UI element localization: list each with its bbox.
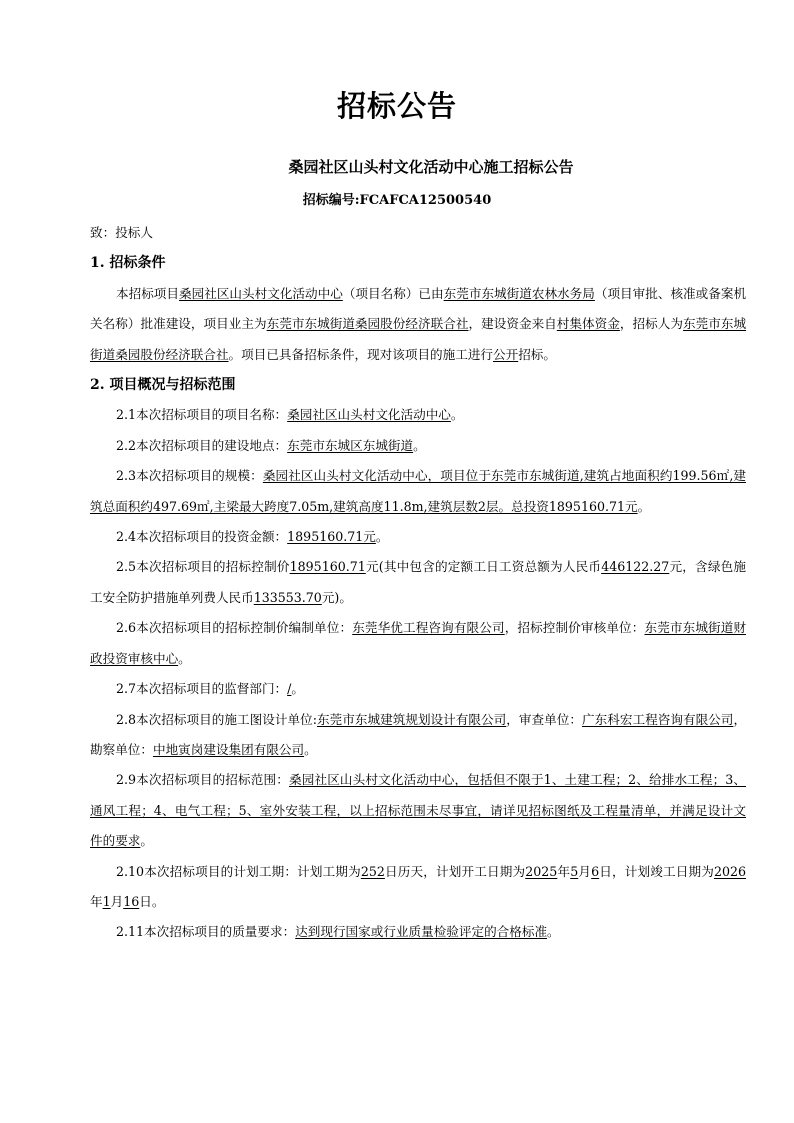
text-fragment: 元)。 xyxy=(321,589,352,605)
duration-days: 252 xyxy=(360,863,385,879)
end-day: 16 xyxy=(123,893,140,909)
tenderer: 东莞市东城街道桑园股份经济联合社 xyxy=(90,316,747,362)
project-owner: 东莞市东城街道桑园股份经济联合社 xyxy=(266,316,469,332)
bid-number: 招标编号:FCAFCA12500540 xyxy=(302,193,492,208)
text-fragment: 。 xyxy=(178,650,191,666)
text-fragment: ，招标人为 xyxy=(619,316,683,332)
text-fragment: （项目名称）已由 xyxy=(342,285,444,301)
section-heading-bid-conditions: 1. 招标条件 xyxy=(90,255,166,272)
item-2-8 xyxy=(90,705,746,766)
item-label: 2.5本次招标项目的招标控制价 xyxy=(116,559,290,575)
text-fragment: 。 xyxy=(140,833,153,849)
approval-authority: 东莞市东城街道农林水务局 xyxy=(443,285,595,301)
text-fragment: 年 xyxy=(557,863,571,879)
text-fragment: 元，含绿色施工安全防护措施单列费人民币 xyxy=(90,559,747,605)
item-2-11 xyxy=(90,917,746,947)
text-fragment: ，招标控制价审核单位： xyxy=(504,620,645,636)
item-2-10 xyxy=(90,857,746,918)
item-value: / xyxy=(287,681,292,697)
item-label: 2.1本次招标项目的项目名称： xyxy=(116,407,288,423)
section-heading-project-overview: 2. 项目概况与招标范围 xyxy=(90,377,236,394)
text-fragment: 月 xyxy=(578,863,592,879)
end-month: 1 xyxy=(102,893,111,909)
item-label: 2.8本次招标项目的施工图设计单位: xyxy=(116,711,317,727)
text-fragment: 。 xyxy=(637,498,651,514)
bid-method: 公开 xyxy=(493,346,519,362)
text-fragment: ，勘察单位： xyxy=(90,711,747,757)
item-label: 2.7本次招标项目的监督部门： xyxy=(116,681,288,697)
text-fragment: 招标。 xyxy=(518,346,556,362)
text-fragment: 。 xyxy=(304,741,317,757)
item-value: 广东科宏工程咨询有限公司 xyxy=(582,711,734,727)
text-fragment: 日。 xyxy=(139,893,165,909)
text-fragment: （项目审批、核准或备案机关名称）批准建设，项目业主为 xyxy=(90,285,747,332)
text-fragment: 。 xyxy=(547,924,560,940)
item-label: 2.3本次招标项目的规模： xyxy=(116,468,263,484)
text-fragment: 。 xyxy=(375,529,389,545)
item-2-5 xyxy=(90,552,746,613)
text-fragment: 元(其中包含的定额工日工资总额为人民币 xyxy=(365,559,602,575)
item-2-6 xyxy=(90,613,746,674)
start-year: 2025 xyxy=(525,863,558,879)
item-label: 2.4本次招标项目的投资金额： xyxy=(116,529,288,545)
item-value: 东莞市东城街道财政投资审核中心 xyxy=(90,620,747,666)
item-value: 东莞市东城区东城街道 xyxy=(287,437,414,453)
item-value: 桑园社区山头村文化活动中心，包括但不限于1、土建工程；2、给排水工程；3、通风工程；4、电气工程；5、室外安装工程，以上招标范围未尽事宜，请详见招标图纸及工程量清单，并满足设计文件的要求 xyxy=(90,772,746,849)
item-2-2 xyxy=(90,431,746,461)
text-fragment: 月 xyxy=(110,893,124,909)
text-fragment: 。 xyxy=(450,407,464,423)
item-value: 中地寅岗建设集团有限公司 xyxy=(152,741,305,757)
item-value: 桑园社区山头村文化活动中心，项目位于东莞市东城街道,建筑占地面积约199.56㎡,建筑总面积约497.69㎡,主梁最大跨度7.05m,建筑高度11.8m,建筑层数2层。总投资1895160.71元 xyxy=(90,468,747,514)
text-fragment: 日，计划竣工日期为 xyxy=(599,863,714,879)
wage-total: 446122.27 xyxy=(601,559,670,575)
item-value: 东莞华优工程咨询有限公司 xyxy=(352,620,505,636)
item-2-1 xyxy=(90,400,746,430)
item-2-9 xyxy=(90,765,746,856)
item-value: 达到现行国家或行业质量检验评定的合格标准 xyxy=(295,924,548,940)
text-fragment: 日历天，计划开工日期为 xyxy=(384,863,526,879)
item-label: 2.6本次招标项目的招标控制价编制单位： xyxy=(116,620,353,636)
page-title: 招标公告 xyxy=(336,89,457,123)
control-price: 1895160.71 xyxy=(289,559,366,575)
salutation: 致：投标人 xyxy=(90,225,153,240)
bid-conditions-paragraph xyxy=(90,279,746,370)
item-value: 桑园社区山头村文化活动中心 xyxy=(287,407,451,423)
text-fragment: 年 xyxy=(90,893,103,909)
item-label: 2.11本次招标项目的质量要求： xyxy=(116,924,296,940)
text-fragment: 。 xyxy=(291,681,304,697)
document-body xyxy=(90,218,746,948)
fund-source: 村集体资金 xyxy=(556,316,620,332)
text-fragment: 。 xyxy=(413,437,426,453)
item-label: 2.10本次招标项目的计划工期：计划工期为 xyxy=(116,863,361,879)
project-name: 桑园社区山头村文化活动中心 xyxy=(179,285,343,301)
safety-fee: 133553.70 xyxy=(253,589,322,605)
text-fragment: ，审查单位： xyxy=(506,711,582,727)
text-fragment: 本招标项目 xyxy=(116,285,180,301)
start-day: 6 xyxy=(591,863,600,879)
item-2-7 xyxy=(90,674,746,704)
item-label: 2.2本次招标项目的建设地点： xyxy=(116,437,288,453)
item-2-3 xyxy=(90,461,746,522)
start-month: 5 xyxy=(570,863,579,879)
notice-subtitle: 桑园社区山头村文化活动中心施工招标公告 xyxy=(288,158,574,176)
item-value: 东莞市东城建筑规划设计有限公司 xyxy=(316,711,507,727)
end-year: 2026 xyxy=(713,863,747,879)
item-label: 2.9本次招标项目的招标范围： xyxy=(116,772,289,788)
text-fragment: 。项目已具备招标条件，现对该项目的施工进行 xyxy=(228,346,493,362)
item-2-4 xyxy=(90,522,746,552)
item-value: 1895160.71元 xyxy=(287,529,376,545)
text-fragment: ，建设资金来自 xyxy=(468,316,557,332)
